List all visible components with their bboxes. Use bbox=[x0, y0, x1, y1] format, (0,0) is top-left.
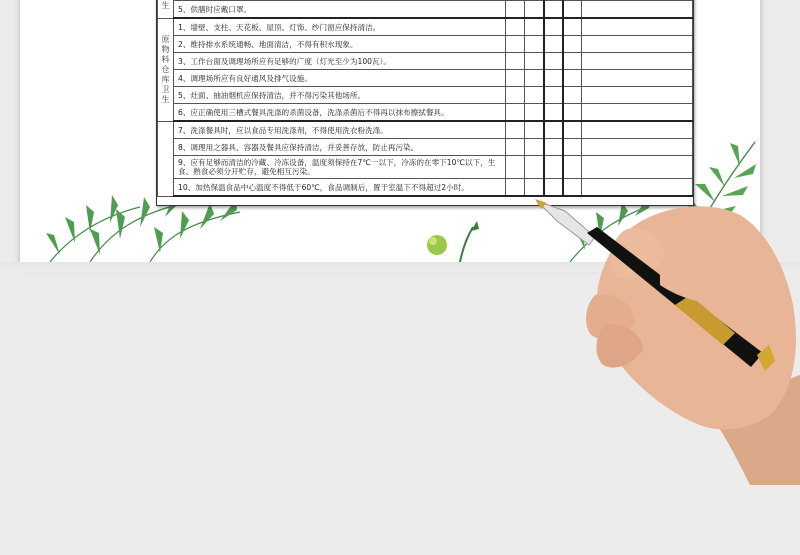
check-cell[interactable] bbox=[506, 139, 525, 156]
table-row bbox=[158, 36, 693, 53]
check-cell[interactable] bbox=[506, 70, 525, 87]
flower-decoration bbox=[415, 217, 495, 262]
check-cell[interactable] bbox=[544, 70, 563, 87]
check-cell[interactable] bbox=[563, 139, 582, 156]
check-cell[interactable] bbox=[525, 70, 544, 87]
checklist-item-text: 7、洗涤餐具时，应以食品专用洗涤剂，不得使用洗衣粉洗涤。 bbox=[174, 121, 506, 139]
category-label: 生 bbox=[161, 0, 170, 10]
table-row bbox=[158, 87, 693, 104]
check-cell[interactable] bbox=[544, 104, 563, 122]
table-row bbox=[158, 18, 693, 36]
table-row bbox=[158, 121, 693, 139]
check-cell[interactable] bbox=[525, 139, 544, 156]
check-cell[interactable] bbox=[525, 87, 544, 104]
check-cell[interactable] bbox=[506, 156, 525, 179]
check-cell[interactable] bbox=[563, 36, 582, 53]
table-row bbox=[158, 104, 693, 122]
check-cell[interactable] bbox=[525, 156, 544, 179]
check-cell[interactable] bbox=[525, 18, 544, 36]
table-row bbox=[158, 139, 693, 156]
check-cell[interactable] bbox=[525, 121, 544, 139]
checklist-item-text: 3、工作台面及调理场所应有足够的广度（灯光至少为100瓦）。 bbox=[174, 53, 506, 70]
check-cell[interactable] bbox=[506, 121, 525, 139]
check-cell[interactable] bbox=[563, 53, 582, 70]
table-row bbox=[158, 53, 693, 70]
check-cell[interactable] bbox=[506, 104, 525, 122]
check-cell[interactable] bbox=[582, 104, 693, 122]
checklist-item-text: 5、供膳时应戴口罩。 bbox=[174, 1, 506, 19]
check-cell[interactable] bbox=[563, 121, 582, 139]
category-cell bbox=[158, 121, 174, 196]
check-cell[interactable] bbox=[525, 53, 544, 70]
table-row bbox=[158, 70, 693, 87]
check-cell[interactable] bbox=[544, 87, 563, 104]
check-cell[interactable] bbox=[582, 18, 693, 36]
check-cell[interactable] bbox=[563, 87, 582, 104]
check-cell[interactable] bbox=[582, 36, 693, 53]
check-cell[interactable] bbox=[582, 121, 693, 139]
check-cell[interactable] bbox=[563, 1, 582, 19]
check-cell[interactable] bbox=[525, 104, 544, 122]
check-cell[interactable] bbox=[563, 104, 582, 122]
check-cell[interactable] bbox=[582, 53, 693, 70]
check-cell[interactable] bbox=[544, 156, 563, 179]
check-cell[interactable] bbox=[544, 36, 563, 53]
check-cell[interactable] bbox=[582, 139, 693, 156]
check-cell[interactable] bbox=[544, 1, 563, 19]
inspection-checklist-table bbox=[156, 0, 694, 206]
checklist-item-text: 5、灶面、抽油烟机应保持清洁，并不得污染其他场所。 bbox=[174, 87, 506, 104]
category-cell bbox=[158, 18, 174, 121]
check-cell[interactable] bbox=[525, 36, 544, 53]
table-row bbox=[158, 156, 693, 179]
check-cell[interactable] bbox=[506, 1, 525, 19]
checklist-item-text: 6、应正确使用三槽式餐具洗涤的杀菌设备，洗涤杀菌后不得再以抹布擦拭餐具。 bbox=[174, 104, 506, 122]
checklist-item-text: 1、墙壁、支柱、天花板、屋顶、灯饰、纱门窗应保持清洁。 bbox=[174, 18, 506, 36]
check-cell[interactable] bbox=[525, 1, 544, 19]
category-cell bbox=[158, 0, 174, 18]
check-cell[interactable] bbox=[563, 18, 582, 36]
check-cell[interactable] bbox=[563, 156, 582, 179]
check-cell[interactable] bbox=[544, 53, 563, 70]
checklist-item-text: 8、调理用之器具、容器及餐具应保持清洁，并妥善存放，防止再污染。 bbox=[174, 139, 506, 156]
check-cell[interactable] bbox=[582, 70, 693, 87]
table-row bbox=[158, 1, 693, 19]
check-cell[interactable] bbox=[582, 156, 693, 179]
check-cell[interactable] bbox=[563, 70, 582, 87]
check-cell[interactable] bbox=[582, 87, 693, 104]
checklist-item-text: 4、调理场所应有良好通风及排气设施。 bbox=[174, 70, 506, 87]
hand-with-pen-illustration bbox=[525, 185, 800, 485]
check-cell[interactable] bbox=[506, 179, 525, 197]
check-cell[interactable] bbox=[506, 36, 525, 53]
check-cell[interactable] bbox=[582, 1, 693, 19]
checklist-item-text: 9、应有足够而清洁的冷藏、冷冻设备，温度须保持在7℃一以下，冷冻的在零下10℃以下，生食、熟食必须分开贮存，避免相互污染。 bbox=[174, 156, 506, 179]
check-cell[interactable] bbox=[506, 18, 525, 36]
check-cell[interactable] bbox=[506, 53, 525, 70]
checklist-item-text: 2、维持排水系统通畅、地面清洁，不得有积水现象。 bbox=[174, 36, 506, 53]
check-cell[interactable] bbox=[544, 121, 563, 139]
check-cell[interactable] bbox=[544, 139, 563, 156]
checklist-item-text: 10、加热保温食品中心温度不得低于60℃，食品调制后，置于室温下不得超过2小时。 bbox=[174, 179, 506, 197]
check-cell[interactable] bbox=[506, 87, 525, 104]
category-label: 原物料仓库卫生 bbox=[161, 34, 170, 104]
check-cell[interactable] bbox=[544, 18, 563, 36]
